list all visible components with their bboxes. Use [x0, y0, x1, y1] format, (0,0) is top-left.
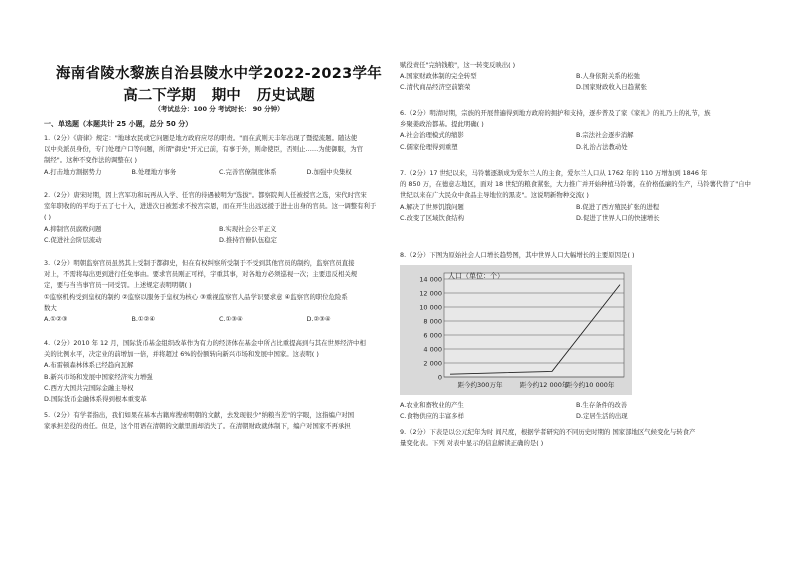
option-c: C.①③④	[219, 315, 243, 324]
exam-title-line1: 海南省陵水黎族自治县陵水中学2022-2023学年	[55, 66, 383, 82]
question-6	[400, 108, 752, 153]
question-text: 1.（2分）《唐律》规定："地球农民或它问题是地方政府应尽的职责。"而在武则天丰年出现了暨提流题。随达使	[44, 134, 358, 142]
question-text: 定，要与当当事官员一同受罚。上述规定表明明朝( )	[44, 281, 192, 290]
option-c: C.儒家伦理得到重塑	[400, 142, 458, 151]
right-column	[400, 0, 752, 562]
option-row	[400, 130, 752, 141]
option-c: C.促进社会阶层流动	[44, 235, 102, 244]
option-b: B.处理地方事务	[131, 167, 177, 176]
question-text: 4.（2分）2010 年 12 月，国际货币基金组织改革作为有力的经济体在基金中所占比重提高到与其在世界经济中相	[44, 339, 366, 347]
question-text: 5.（2分）有学者指出，我们如果在基本古籍库搜索明朝的文献，去发现很少"纳粮当差"的字眼，这指编户对国	[44, 411, 355, 419]
question-text: 量变化表。下列 对表中显示的信息解读正确的是( )	[400, 439, 544, 448]
exam-term: 高二下学期	[123, 88, 196, 104]
question-3	[44, 258, 394, 325]
option-d: D.加强中央集权	[306, 167, 352, 176]
exam-type: 期中	[211, 88, 241, 104]
option-d: D.定居生活的出现	[576, 412, 628, 421]
y-tick-label: 4 000	[423, 345, 442, 354]
question-2	[44, 190, 394, 246]
exam-meta: （考试总分：100 分 考试时长： 90 分钟）	[154, 105, 284, 113]
question-text: 8.（2分）下图为原始社会人口增长趋势图，其中世界人口大幅增长的主要原因是( )	[400, 251, 635, 259]
option-row	[400, 400, 752, 411]
option-d: D.推持宫僚队伍稳定	[219, 235, 278, 244]
option-a: A.布雷顿森林体系已经趋向瓦解	[44, 361, 134, 370]
question-text: 7.（2分）17 世纪以来，马铃薯逐渐成为爱尔兰人的主食，爱尔兰人口从 1762 年的 110 万增加到 1846 年	[400, 169, 708, 177]
question-text: 的 850 万，在德意志地区，面对 18 世纪的粮食紧张，大力推广并开始种植马铃薯，在价格低廉的生产，马铃薯代替了"自中	[400, 180, 751, 189]
option-a: A.国家财政体制的完全转型	[400, 72, 477, 81]
question-text: 赋役责任"完纳钱粮"，这一转变反映出( )	[400, 61, 516, 69]
option-row	[44, 314, 394, 325]
left-column	[44, 0, 394, 562]
question-text: 以中央派员身份，专门处理户口等问题，所谓"御史"开元已前，有事于外，则命使臣，否则止……为使御服，为官	[44, 145, 364, 154]
option-a: A.①②③	[44, 315, 68, 324]
option-b: B.①②④	[131, 315, 156, 324]
option-c: C.改变了区域饮食结构	[400, 213, 465, 222]
y-axis-label: 人口（单位：个）	[448, 272, 504, 280]
question-text: 制经"。这种不变作法的调整在( )	[44, 156, 138, 165]
option-row	[400, 202, 752, 213]
option-b: B.人身依附关系的松弛	[576, 72, 640, 81]
option-d: D.国际货币金融体系得到根本重变革	[44, 395, 147, 404]
option-b: B.新兴市场和发展中国家经济实力增强	[44, 372, 153, 381]
question-text: 6.（2分）明清时期，宗族的开展普遍得到地方政府的拥护和支持，逐步普及了家《家礼》的礼乃上的礼节，族	[400, 109, 711, 117]
y-tick-label: 0	[437, 373, 442, 382]
option-row	[400, 142, 752, 153]
option-row	[400, 82, 752, 93]
question-text: 室年职收的的平均于五了七十入，进进次日被惩求不按宫宗恩，而在开生出远远援于进士出身的官员。这一调整有利于	[44, 202, 377, 211]
option-c: C.食物供应的丰富多样	[400, 412, 465, 421]
question-4	[44, 338, 394, 405]
question-text: 关的比例水平，决定业的前增加一倍，并将超过 6%的份额转向新兴市场和发展中国家。这表明( )	[44, 350, 319, 359]
option-c: C.西方大国共完国际金融主导权	[44, 383, 134, 392]
option-b: B.促进了西方殖民扩张的进程	[576, 202, 660, 211]
option-row	[400, 71, 752, 82]
option-row	[44, 167, 394, 178]
option-a: A.解决了世界饥饿问题	[400, 202, 464, 211]
option-b: B.宗法社会逐步消解	[576, 131, 634, 140]
option-d: D.②③④	[306, 315, 331, 324]
option-b: B.实现社会公平正义	[219, 224, 277, 233]
plot-area	[444, 273, 624, 377]
question-1	[44, 133, 394, 178]
option-d: D.促进了世界人口的快速增长	[576, 213, 660, 222]
question-text: 乡聚姜政治都基。提此明确( )	[400, 120, 484, 129]
question-5-cont	[400, 60, 752, 94]
question-7	[400, 168, 752, 224]
option-d: D.国家财政收入日趋紧张	[576, 83, 647, 92]
y-tick-label: 10 000	[419, 303, 442, 312]
option-row	[44, 224, 394, 235]
question-text: 3.（2分）明朝监察官员虽然其上受制于都御史，但在有权纠察所受制于不受到其他官员的制约，监察官员直接	[44, 259, 355, 267]
y-tick-label: 2 000	[423, 359, 442, 368]
y-tick-label: 6 000	[423, 331, 442, 340]
option-a: A.农业和畜牧业的产生	[400, 401, 464, 409]
question-text: 世纪以来在广大民众中食品主导地位的黑麦"。这说明新物种交流( )	[400, 191, 589, 200]
question-8-options	[400, 400, 752, 422]
exam-subject: 历史试题	[256, 88, 315, 104]
option-c: C.清代商品经济空前繁荣	[400, 83, 471, 92]
option-a: A.社会治理模式的缩影	[400, 131, 464, 140]
question-text: ( )	[44, 213, 52, 222]
x-tick-label: 距今约12 000年	[519, 381, 569, 389]
question-statements-cont: 数大	[44, 303, 57, 312]
section-heading: 一、单选题（本题共计 25 小题，总分 50 分）	[44, 120, 193, 128]
option-a: A.打击地方割据势力	[44, 167, 102, 176]
option-row	[400, 411, 752, 422]
question-text: 对上，不需将每出更到进行任免事由。要求官员刚正可样，宇重其事，对各地方必须巡视一次；主要违反相关规	[44, 270, 358, 279]
option-b: B.生存条件的改善	[576, 401, 628, 409]
option-a: A.抑制官员腐败问题	[44, 224, 102, 233]
question-5	[44, 410, 394, 432]
option-row	[400, 213, 752, 224]
population-chart-svg	[400, 265, 632, 395]
option-d: D.礼治占法教动处	[576, 142, 628, 151]
y-tick-label: 12 000	[419, 289, 442, 298]
question-9	[400, 427, 752, 449]
x-tick-label: 距今约300万年	[457, 381, 503, 389]
question-statements: ①监察机构受到皇权的制约 ②监察以服务于皇权为核心 ③重视监察官人品学识要求意 ④监察官的职位危险系	[44, 292, 348, 301]
y-tick-label: 14 000	[419, 275, 442, 284]
question-text: 9.（2分）下表是以公元纪年为时 间尺度，根据学者研究的不同历史时期的 国家部地区气候变化与转食产	[400, 428, 696, 436]
question-8	[400, 250, 752, 261]
y-tick-label: 8 000	[423, 317, 442, 326]
question-text: 2.（2分）唐宋时期，因上宫军功和玩再从入学、任官的待遇被明为"选拔"。都察院判人任被授官之选，宋代时宫宋	[44, 191, 367, 199]
question-text: 家承担差役的责任。但是，这个用语在清朝的文献里面却消失了。在清朝财政就体制下，编户对国家不再承担	[44, 422, 351, 431]
x-tick-label: 距今约10 000年	[565, 381, 615, 389]
option-row	[44, 235, 394, 246]
population-chart	[400, 265, 632, 395]
option-c: C.完善官僚制度体系	[219, 167, 277, 176]
exam-title-line2	[44, 84, 394, 105]
